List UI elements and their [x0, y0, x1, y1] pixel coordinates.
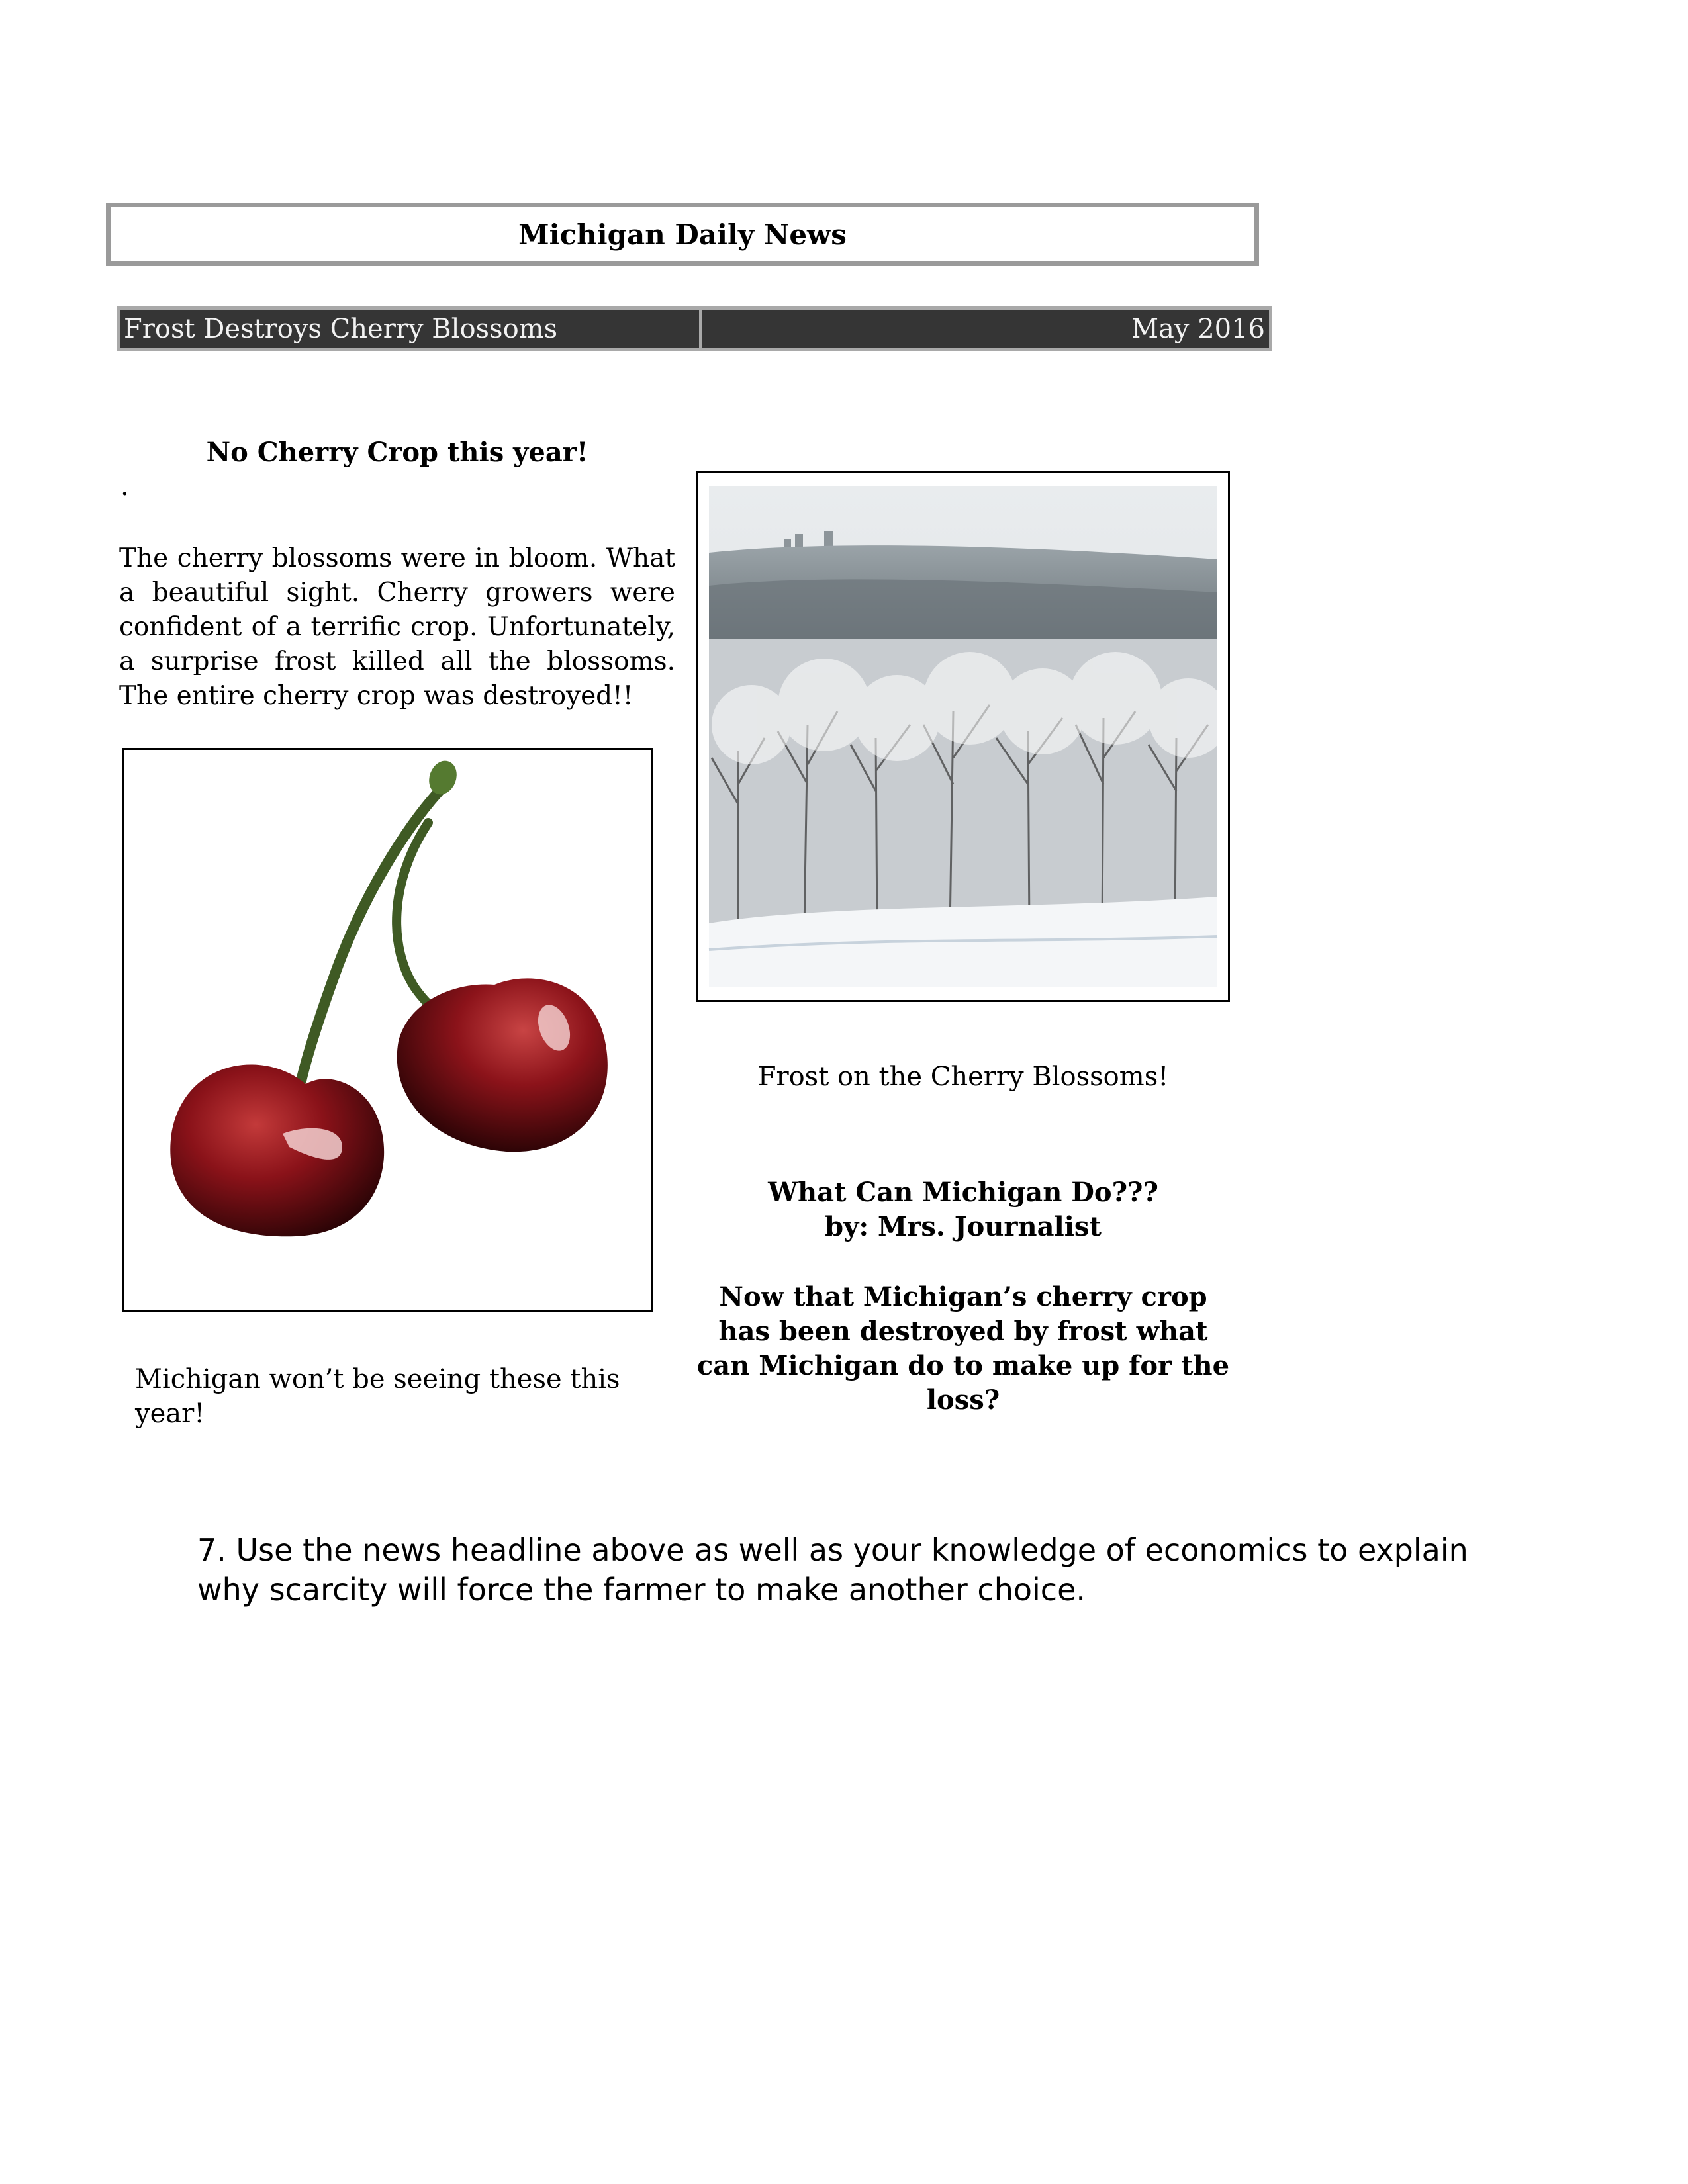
headline-text: Frost Destroys Cherry Blossoms	[120, 310, 702, 348]
story-dot: .	[120, 471, 129, 502]
newspaper-name: Michigan Daily News	[518, 218, 847, 251]
frost-photo	[696, 471, 1230, 1002]
story-title: No Cherry Crop this year!	[206, 437, 588, 468]
question-7: 7. Use the news headline above as well as your knowledge of economics to explain why scarcity will force the farmer to make another choice.	[197, 1532, 1468, 1608]
sidebar-article-title: What Can Michigan Do???	[768, 1177, 1158, 1208]
sidebar-article-heading	[696, 1175, 1230, 1244]
headline-bar	[117, 306, 1272, 351]
frosted-orchard-illustration	[698, 473, 1228, 1000]
cherry-caption: Michigan won’t be seeing these this year!	[135, 1364, 620, 1429]
newspaper-masthead	[106, 203, 1259, 266]
headline-date: May 2016	[1131, 314, 1265, 344]
story-body: The cherry blossoms were in bloom. What a beautiful sight. Cherry growers were confident of a terrific crop. Unfortunately, a surprise frost killed all the blossoms. The entire cherry crop was destroyed!!	[119, 543, 675, 711]
frost-caption: Frost on the Cherry Blossoms!	[757, 1062, 1169, 1092]
sidebar-article-body: Now that Michigan’s cherry crop has been destroyed by frost what can Michigan do to make up for the loss?	[696, 1281, 1230, 1416]
cherries-illustration	[124, 750, 651, 1310]
sidebar-article-byline: by: Mrs. Journalist	[825, 1211, 1102, 1242]
cherry-image	[122, 748, 653, 1312]
